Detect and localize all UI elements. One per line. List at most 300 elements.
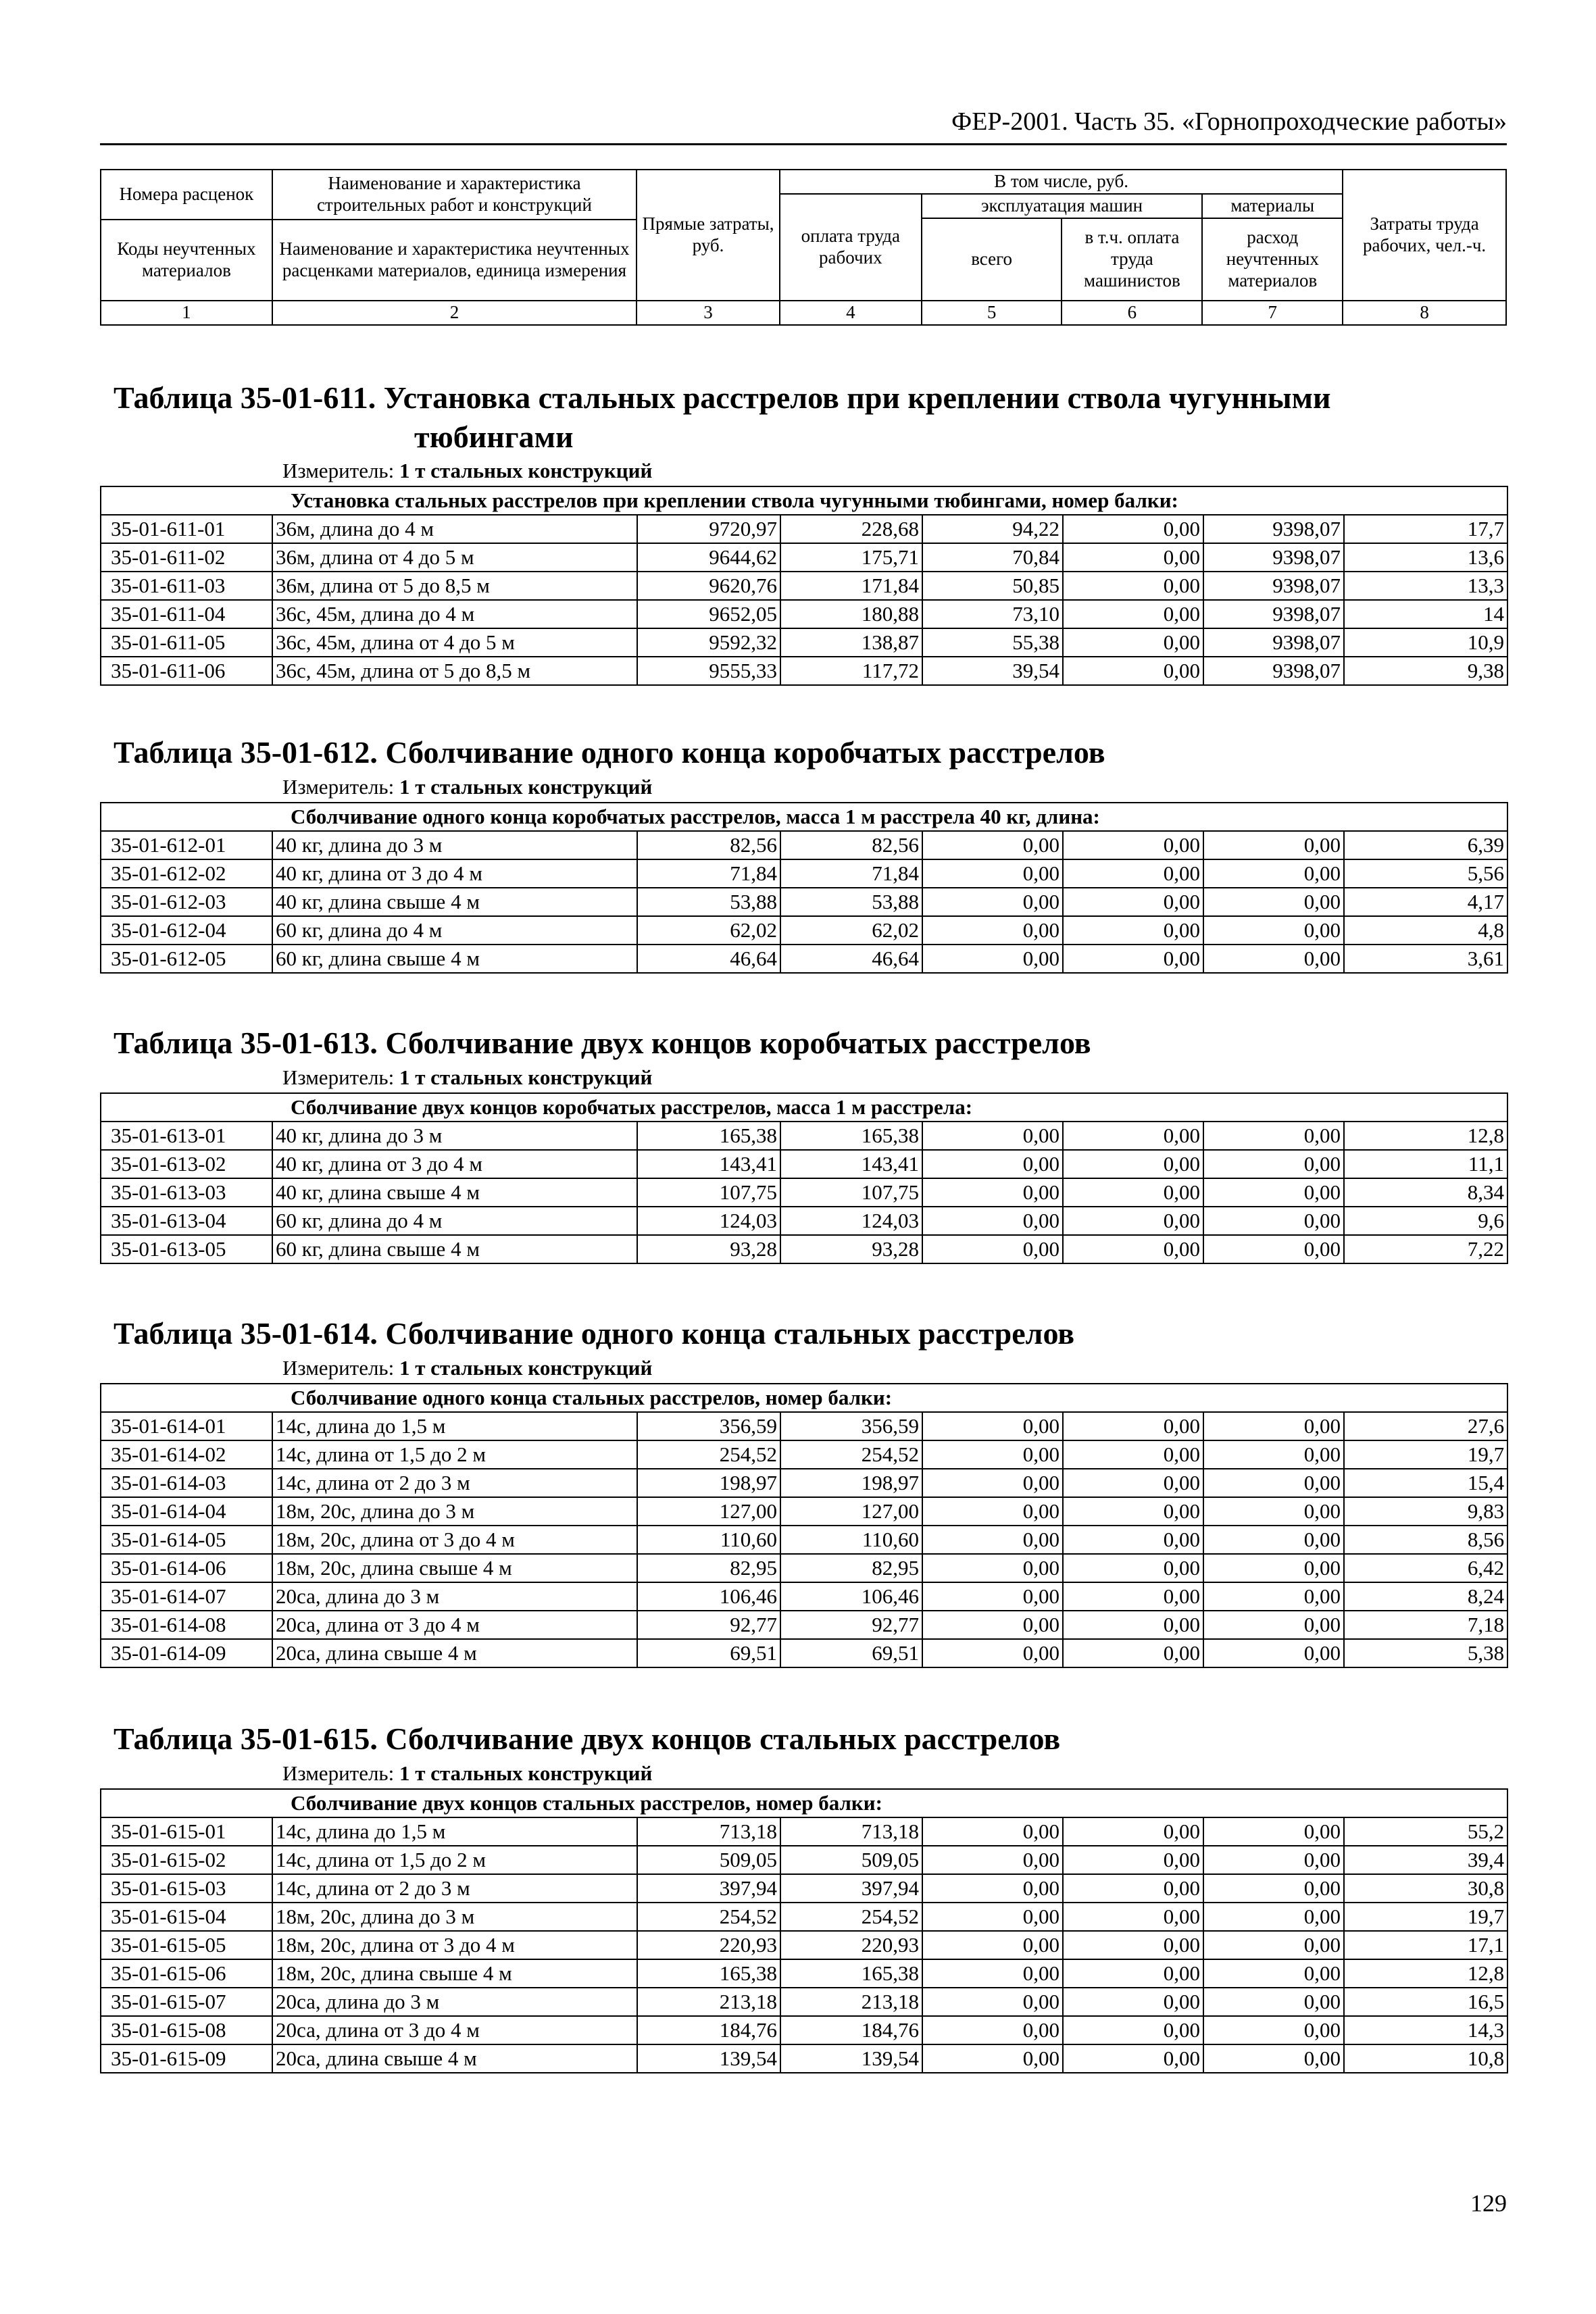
value-cell: 0,00 — [1203, 1988, 1344, 2016]
value-cell: 9720,97 — [637, 515, 780, 543]
value-cell: 0,00 — [1203, 1178, 1344, 1207]
table-title-text: Таблица 35-01-614. Сболчивание одного конца стальных расстрелов — [114, 1316, 1075, 1351]
value-cell: 0,00 — [1063, 1122, 1203, 1150]
value-cell: 107,75 — [637, 1178, 780, 1207]
rate-code-cell: 35-01-614-06 — [101, 1554, 272, 1582]
table-title-continuation: тюбингами — [414, 419, 574, 454]
value-cell: 0,00 — [1063, 657, 1203, 685]
description-cell: 20са, длина свыше 4 м — [272, 1639, 637, 1667]
value-cell: 356,59 — [637, 1412, 780, 1440]
value-cell: 82,95 — [637, 1554, 780, 1582]
value-cell: 0,00 — [1203, 1235, 1344, 1263]
value-cell: 0,00 — [1063, 1959, 1203, 1988]
value-cell: 0,00 — [922, 1817, 1063, 1846]
value-cell: 0,00 — [1203, 1874, 1344, 1903]
value-cell: 0,00 — [922, 859, 1063, 888]
hdr-num-8: 8 — [1343, 301, 1506, 325]
value-cell: 0,00 — [1203, 1122, 1344, 1150]
rate-code-cell: 35-01-615-02 — [101, 1846, 272, 1874]
group-heading: Сболчивание одного конца стальных расстрелов, номер балки: — [101, 1384, 1507, 1412]
group-heading: Установка стальных расстрелов при креплении ствола чугунными тюбингами, номер балки: — [101, 486, 1507, 515]
value-cell: 0,00 — [1203, 945, 1344, 973]
description-cell: 40 кг, длина от 3 до 4 м — [272, 1150, 637, 1178]
value-cell: 0,00 — [922, 831, 1063, 859]
value-cell: 198,97 — [780, 1469, 922, 1497]
value-cell: 0,00 — [1063, 1639, 1203, 1667]
table-row — [101, 657, 1507, 685]
description-cell: 60 кг, длина свыше 4 м — [272, 1235, 637, 1263]
value-cell: 356,59 — [780, 1412, 922, 1440]
value-cell: 4,17 — [1344, 888, 1507, 916]
hdr-col1-bottom: Коды неучтенных материалов — [101, 220, 272, 301]
value-cell: 5,38 — [1344, 1639, 1507, 1667]
value-cell: 0,00 — [922, 1412, 1063, 1440]
value-cell: 0,00 — [1203, 1440, 1344, 1469]
value-cell: 17,1 — [1344, 1931, 1507, 1959]
description-cell: 36с, 45м, длина от 5 до 8,5 м — [272, 657, 637, 685]
value-cell: 53,88 — [780, 888, 922, 916]
rate-code-cell: 35-01-615-04 — [101, 1903, 272, 1931]
value-cell: 0,00 — [1203, 859, 1344, 888]
unit-of-measure — [282, 1356, 1507, 1380]
value-cell: 127,00 — [780, 1497, 922, 1526]
unit-value: 1 т стальных конструкций — [399, 459, 653, 482]
value-cell: 110,60 — [637, 1526, 780, 1554]
value-cell: 9620,76 — [637, 572, 780, 600]
hdr-incl: В том числе, руб. — [780, 170, 1343, 194]
value-cell: 0,00 — [1063, 945, 1203, 973]
table-row — [101, 1440, 1507, 1469]
value-cell: 0,00 — [1203, 1554, 1344, 1582]
value-cell: 0,00 — [1203, 1846, 1344, 1874]
table-row — [101, 1846, 1507, 1874]
value-cell: 69,51 — [780, 1639, 922, 1667]
value-cell: 50,85 — [922, 572, 1063, 600]
description-cell: 18м, 20с, длина от 3 до 4 м — [272, 1526, 637, 1554]
group-heading: Сболчивание одного конца коробчатых расстрелов, масса 1 м расстрела 40 кг, длина: — [101, 803, 1507, 831]
table-row — [101, 916, 1507, 945]
rate-table-section — [100, 1719, 1507, 2073]
value-cell: 0,00 — [1063, 888, 1203, 916]
value-cell: 10,8 — [1344, 2044, 1507, 2073]
table-row — [101, 888, 1507, 916]
value-cell: 0,00 — [922, 1235, 1063, 1263]
table-row — [101, 1903, 1507, 1931]
unit-of-measure — [282, 775, 1507, 799]
rate-code-cell: 35-01-615-06 — [101, 1959, 272, 1988]
running-head: ФЕР-2001. Часть 35. «Горнопроходческие работы» — [951, 107, 1507, 136]
group-row — [101, 486, 1507, 515]
value-cell: 0,00 — [1203, 916, 1344, 945]
value-cell: 0,00 — [922, 1611, 1063, 1639]
value-cell: 14,3 — [1344, 2016, 1507, 2044]
value-cell: 254,52 — [780, 1440, 922, 1469]
rate-code-cell: 35-01-614-02 — [101, 1440, 272, 1469]
table-row — [101, 1178, 1507, 1207]
value-cell: 7,18 — [1344, 1611, 1507, 1639]
value-cell: 143,41 — [637, 1150, 780, 1178]
value-cell: 0,00 — [922, 2016, 1063, 2044]
value-cell: 0,00 — [922, 916, 1063, 945]
value-cell: 127,00 — [637, 1497, 780, 1526]
value-cell: 0,00 — [922, 1178, 1063, 1207]
column-header-table — [100, 169, 1507, 326]
value-cell: 0,00 — [1063, 515, 1203, 543]
rate-code-cell: 35-01-612-04 — [101, 916, 272, 945]
value-cell: 7,22 — [1344, 1235, 1507, 1263]
rate-code-cell: 35-01-612-05 — [101, 945, 272, 973]
unit-value: 1 т стальных конструкций — [399, 1761, 653, 1785]
value-cell: 397,94 — [637, 1874, 780, 1903]
table-row — [101, 1207, 1507, 1235]
value-cell: 220,93 — [780, 1931, 922, 1959]
rate-table-section — [100, 378, 1507, 686]
value-cell: 0,00 — [1063, 572, 1203, 600]
rate-code-cell: 35-01-615-03 — [101, 1874, 272, 1903]
value-cell: 70,84 — [922, 543, 1063, 572]
value-cell: 16,5 — [1344, 1988, 1507, 2016]
rate-code-cell: 35-01-612-01 — [101, 831, 272, 859]
rate-code-cell: 35-01-615-09 — [101, 2044, 272, 2073]
hdr-materials-sub: расход неучтенных материалов — [1202, 218, 1343, 301]
value-cell: 9398,07 — [1203, 628, 1344, 657]
table-row — [101, 1497, 1507, 1526]
value-cell: 0,00 — [922, 1582, 1063, 1611]
table-title — [114, 378, 1507, 456]
value-cell: 175,71 — [780, 543, 922, 572]
value-cell: 55,2 — [1344, 1817, 1507, 1846]
value-cell: 184,76 — [637, 2016, 780, 2044]
value-cell: 117,72 — [780, 657, 922, 685]
value-cell: 17,7 — [1344, 515, 1507, 543]
value-cell: 220,93 — [637, 1931, 780, 1959]
rate-code-cell: 35-01-612-03 — [101, 888, 272, 916]
hdr-num-6: 6 — [1062, 301, 1202, 325]
value-cell: 10,9 — [1344, 628, 1507, 657]
rate-code-cell: 35-01-614-09 — [101, 1639, 272, 1667]
value-cell: 0,00 — [1063, 1178, 1203, 1207]
value-cell: 0,00 — [1203, 2016, 1344, 2044]
value-cell: 0,00 — [1063, 1874, 1203, 1903]
group-row — [101, 1384, 1507, 1412]
table-row — [101, 515, 1507, 543]
rate-code-cell: 35-01-614-08 — [101, 1611, 272, 1639]
description-cell: 14с, длина до 1,5 м — [272, 1412, 637, 1440]
description-cell: 20са, длина свыше 4 м — [272, 2044, 637, 2073]
value-cell: 0,00 — [1063, 1931, 1203, 1959]
table-row — [101, 945, 1507, 973]
table-title — [114, 1314, 1507, 1353]
rate-code-cell: 35-01-614-05 — [101, 1526, 272, 1554]
value-cell: 0,00 — [922, 1469, 1063, 1497]
value-cell: 124,03 — [780, 1207, 922, 1235]
value-cell: 0,00 — [1203, 1150, 1344, 1178]
rate-table — [100, 802, 1508, 974]
value-cell: 4,8 — [1344, 916, 1507, 945]
table-row — [101, 1150, 1507, 1178]
table-row — [101, 1931, 1507, 1959]
value-cell: 93,28 — [780, 1235, 922, 1263]
description-cell: 14с, длина от 2 до 3 м — [272, 1469, 637, 1497]
rate-code-cell: 35-01-611-02 — [101, 543, 272, 572]
value-cell: 0,00 — [1203, 1931, 1344, 1959]
value-cell: 180,88 — [780, 600, 922, 628]
value-cell: 0,00 — [1063, 1554, 1203, 1582]
value-cell: 0,00 — [922, 1207, 1063, 1235]
value-cell: 82,95 — [780, 1554, 922, 1582]
unit-of-measure — [282, 1065, 1507, 1090]
value-cell: 62,02 — [780, 916, 922, 945]
value-cell: 0,00 — [1063, 1497, 1203, 1526]
description-cell: 40 кг, длина свыше 4 м — [272, 888, 637, 916]
rate-code-cell: 35-01-613-03 — [101, 1178, 272, 1207]
value-cell: 0,00 — [922, 2044, 1063, 2073]
value-cell: 0,00 — [1063, 628, 1203, 657]
value-cell: 0,00 — [922, 1931, 1063, 1959]
unit-label: Измеритель: — [282, 1761, 395, 1785]
rate-code-cell: 35-01-612-02 — [101, 859, 272, 888]
description-cell: 20са, длина до 3 м — [272, 1988, 637, 2016]
value-cell: 39,54 — [922, 657, 1063, 685]
description-cell: 14с, длина от 2 до 3 м — [272, 1874, 637, 1903]
value-cell: 46,64 — [637, 945, 780, 973]
value-cell: 0,00 — [1203, 831, 1344, 859]
table-row — [101, 1235, 1507, 1263]
table-row — [101, 1526, 1507, 1554]
value-cell: 0,00 — [1063, 1412, 1203, 1440]
value-cell: 171,84 — [780, 572, 922, 600]
value-cell: 110,60 — [780, 1526, 922, 1554]
table-row — [101, 2044, 1507, 2073]
value-cell: 184,76 — [780, 2016, 922, 2044]
value-cell: 0,00 — [1203, 1582, 1344, 1611]
rate-code-cell: 35-01-613-02 — [101, 1150, 272, 1178]
value-cell: 0,00 — [1063, 1207, 1203, 1235]
value-cell: 69,51 — [637, 1639, 780, 1667]
rate-code-cell: 35-01-611-04 — [101, 600, 272, 628]
value-cell: 0,00 — [1063, 1817, 1203, 1846]
header-rule — [100, 143, 1507, 145]
description-cell: 36м, длина до 4 м — [272, 515, 637, 543]
value-cell: 13,6 — [1344, 543, 1507, 572]
value-cell: 0,00 — [1203, 888, 1344, 916]
hdr-num-5: 5 — [922, 301, 1062, 325]
value-cell: 0,00 — [1063, 1469, 1203, 1497]
value-cell: 213,18 — [780, 1988, 922, 2016]
table-row — [101, 1122, 1507, 1150]
table-row — [101, 831, 1507, 859]
value-cell: 93,28 — [637, 1235, 780, 1263]
description-cell: 14с, длина до 1,5 м — [272, 1817, 637, 1846]
table-row — [101, 1582, 1507, 1611]
value-cell: 0,00 — [922, 1526, 1063, 1554]
value-cell: 0,00 — [922, 945, 1063, 973]
value-cell: 0,00 — [1063, 1582, 1203, 1611]
value-cell: 106,46 — [780, 1582, 922, 1611]
value-cell: 0,00 — [1063, 543, 1203, 572]
hdr-col3: Прямые затраты, руб. — [637, 170, 780, 301]
rate-code-cell: 35-01-615-05 — [101, 1931, 272, 1959]
value-cell: 9644,62 — [637, 543, 780, 572]
value-cell: 0,00 — [1063, 1903, 1203, 1931]
description-cell: 18м, 20с, длина от 3 до 4 м — [272, 1931, 637, 1959]
rate-code-cell: 35-01-611-06 — [101, 657, 272, 685]
description-cell: 60 кг, длина до 4 м — [272, 1207, 637, 1235]
value-cell: 0,00 — [922, 1903, 1063, 1931]
value-cell: 139,54 — [637, 2044, 780, 2073]
value-cell: 0,00 — [1203, 1469, 1344, 1497]
unit-of-measure — [282, 1761, 1507, 1786]
value-cell: 0,00 — [922, 1497, 1063, 1526]
value-cell: 0,00 — [1063, 600, 1203, 628]
description-cell: 40 кг, длина от 3 до 4 м — [272, 859, 637, 888]
value-cell: 19,7 — [1344, 1440, 1507, 1469]
value-cell: 139,54 — [780, 2044, 922, 2073]
value-cell: 0,00 — [922, 1639, 1063, 1667]
description-cell: 18м, 20с, длина до 3 м — [272, 1903, 637, 1931]
rate-code-cell: 35-01-611-05 — [101, 628, 272, 657]
description-cell: 18м, 20с, длина свыше 4 м — [272, 1554, 637, 1582]
hdr-col2-bottom: Наименование и характеристика неучтенных расценками материалов, единица измерения — [272, 220, 637, 301]
value-cell: 0,00 — [1203, 2044, 1344, 2073]
value-cell: 55,38 — [922, 628, 1063, 657]
rate-code-cell: 35-01-613-04 — [101, 1207, 272, 1235]
value-cell: 46,64 — [780, 945, 922, 973]
table-row — [101, 1988, 1507, 2016]
value-cell: 0,00 — [1203, 1207, 1344, 1235]
rate-code-cell: 35-01-615-07 — [101, 1988, 272, 2016]
value-cell: 82,56 — [637, 831, 780, 859]
value-cell: 0,00 — [1063, 1440, 1203, 1469]
table-row — [101, 1554, 1507, 1582]
value-cell: 9652,05 — [637, 600, 780, 628]
rate-table — [100, 1092, 1508, 1264]
value-cell: 8,24 — [1344, 1582, 1507, 1611]
rate-code-cell: 35-01-614-04 — [101, 1497, 272, 1526]
value-cell: 9398,07 — [1203, 572, 1344, 600]
value-cell: 254,52 — [780, 1903, 922, 1931]
value-cell: 14 — [1344, 600, 1507, 628]
hdr-materials: материалы — [1202, 194, 1343, 218]
rate-table-section — [100, 1314, 1507, 1668]
value-cell: 0,00 — [1203, 1903, 1344, 1931]
value-cell: 12,8 — [1344, 1959, 1507, 1988]
description-cell: 60 кг, длина до 4 м — [272, 916, 637, 945]
value-cell: 165,38 — [637, 1122, 780, 1150]
value-cell: 9,38 — [1344, 657, 1507, 685]
value-cell: 39,4 — [1344, 1846, 1507, 1874]
value-cell: 0,00 — [1203, 1639, 1344, 1667]
value-cell: 0,00 — [1203, 1497, 1344, 1526]
table-row — [101, 600, 1507, 628]
rate-code-cell: 35-01-614-03 — [101, 1469, 272, 1497]
value-cell: 0,00 — [1063, 831, 1203, 859]
table-title — [114, 1024, 1507, 1063]
table-row — [101, 1412, 1507, 1440]
value-cell: 30,8 — [1344, 1874, 1507, 1903]
value-cell: 228,68 — [780, 515, 922, 543]
value-cell: 5,56 — [1344, 859, 1507, 888]
description-cell: 36м, длина от 5 до 8,5 м — [272, 572, 637, 600]
value-cell: 62,02 — [637, 916, 780, 945]
value-cell: 713,18 — [637, 1817, 780, 1846]
table-row — [101, 1469, 1507, 1497]
description-cell: 40 кг, длина свыше 4 м — [272, 1178, 637, 1207]
description-cell: 60 кг, длина свыше 4 м — [272, 945, 637, 973]
table-title-text: Таблица 35-01-612. Сболчивание одного конца коробчатых расстрелов — [114, 735, 1105, 770]
value-cell: 165,38 — [637, 1959, 780, 1988]
description-cell: 36с, 45м, длина до 4 м — [272, 600, 637, 628]
value-cell: 0,00 — [922, 1874, 1063, 1903]
rate-table — [100, 1788, 1508, 2073]
value-cell: 198,97 — [637, 1469, 780, 1497]
description-cell: 20са, длина от 3 до 4 м — [272, 1611, 637, 1639]
page-number: 129 — [1470, 2190, 1507, 2217]
group-heading: Сболчивание двух концов коробчатых расстрелов, масса 1 м расстрела: — [101, 1093, 1507, 1122]
value-cell: 397,94 — [780, 1874, 922, 1903]
value-cell: 0,00 — [1063, 1611, 1203, 1639]
group-row — [101, 1789, 1507, 1817]
description-cell: 20са, длина от 3 до 4 м — [272, 2016, 637, 2044]
value-cell: 165,38 — [780, 1122, 922, 1150]
description-cell: 14с, длина от 1,5 до 2 м — [272, 1440, 637, 1469]
hdr-col2-top: Наименование и характеристика строительных работ и конструкций — [272, 170, 637, 220]
value-cell: 138,87 — [780, 628, 922, 657]
value-cell: 0,00 — [922, 1554, 1063, 1582]
rate-code-cell: 35-01-611-03 — [101, 572, 272, 600]
hdr-num-2: 2 — [272, 301, 637, 325]
table-title-text: Таблица 35-01-615. Сболчивание двух концов стальных расстрелов — [114, 1721, 1061, 1756]
value-cell: 9398,07 — [1203, 600, 1344, 628]
value-cell: 9,83 — [1344, 1497, 1507, 1526]
value-cell: 0,00 — [922, 1440, 1063, 1469]
table-title-text: Таблица 35-01-613. Сболчивание двух концов коробчатых расстрелов — [114, 1026, 1091, 1060]
group-row — [101, 1093, 1507, 1122]
rate-code-cell: 35-01-613-05 — [101, 1235, 272, 1263]
unit-value: 1 т стальных конструкций — [399, 1355, 653, 1380]
hdr-labor: Затраты труда рабочих, чел.-ч. — [1343, 170, 1506, 301]
value-cell: 0,00 — [1063, 1846, 1203, 1874]
description-cell: 36м, длина от 4 до 5 м — [272, 543, 637, 572]
hdr-num-1: 1 — [101, 301, 272, 325]
table-row — [101, 1611, 1507, 1639]
rate-table-section — [100, 733, 1507, 974]
value-cell: 6,39 — [1344, 831, 1507, 859]
rate-table-section — [100, 1024, 1507, 1264]
value-cell: 9398,07 — [1203, 515, 1344, 543]
value-cell: 8,56 — [1344, 1526, 1507, 1554]
value-cell: 0,00 — [922, 1959, 1063, 1988]
value-cell: 71,84 — [780, 859, 922, 888]
rate-table — [100, 1383, 1508, 1668]
value-cell: 0,00 — [1203, 1611, 1344, 1639]
value-cell: 0,00 — [1203, 1526, 1344, 1554]
value-cell: 0,00 — [1063, 1150, 1203, 1178]
unit-label: Измеритель: — [282, 1355, 395, 1380]
unit-label: Измеритель: — [282, 459, 395, 482]
value-cell: 8,34 — [1344, 1178, 1507, 1207]
table-title-text: Таблица 35-01-611. Установка стальных расстрелов при креплении ствола чугунными — [114, 380, 1331, 415]
description-cell: 20са, длина до 3 м — [272, 1582, 637, 1611]
hdr-num-4: 4 — [780, 301, 922, 325]
value-cell: 13,3 — [1344, 572, 1507, 600]
rate-code-cell: 35-01-611-01 — [101, 515, 272, 543]
hdr-num-7: 7 — [1202, 301, 1343, 325]
hdr-labor-pay: оплата труда рабочих — [780, 194, 922, 301]
value-cell: 713,18 — [780, 1817, 922, 1846]
value-cell: 73,10 — [922, 600, 1063, 628]
value-cell: 82,56 — [780, 831, 922, 859]
